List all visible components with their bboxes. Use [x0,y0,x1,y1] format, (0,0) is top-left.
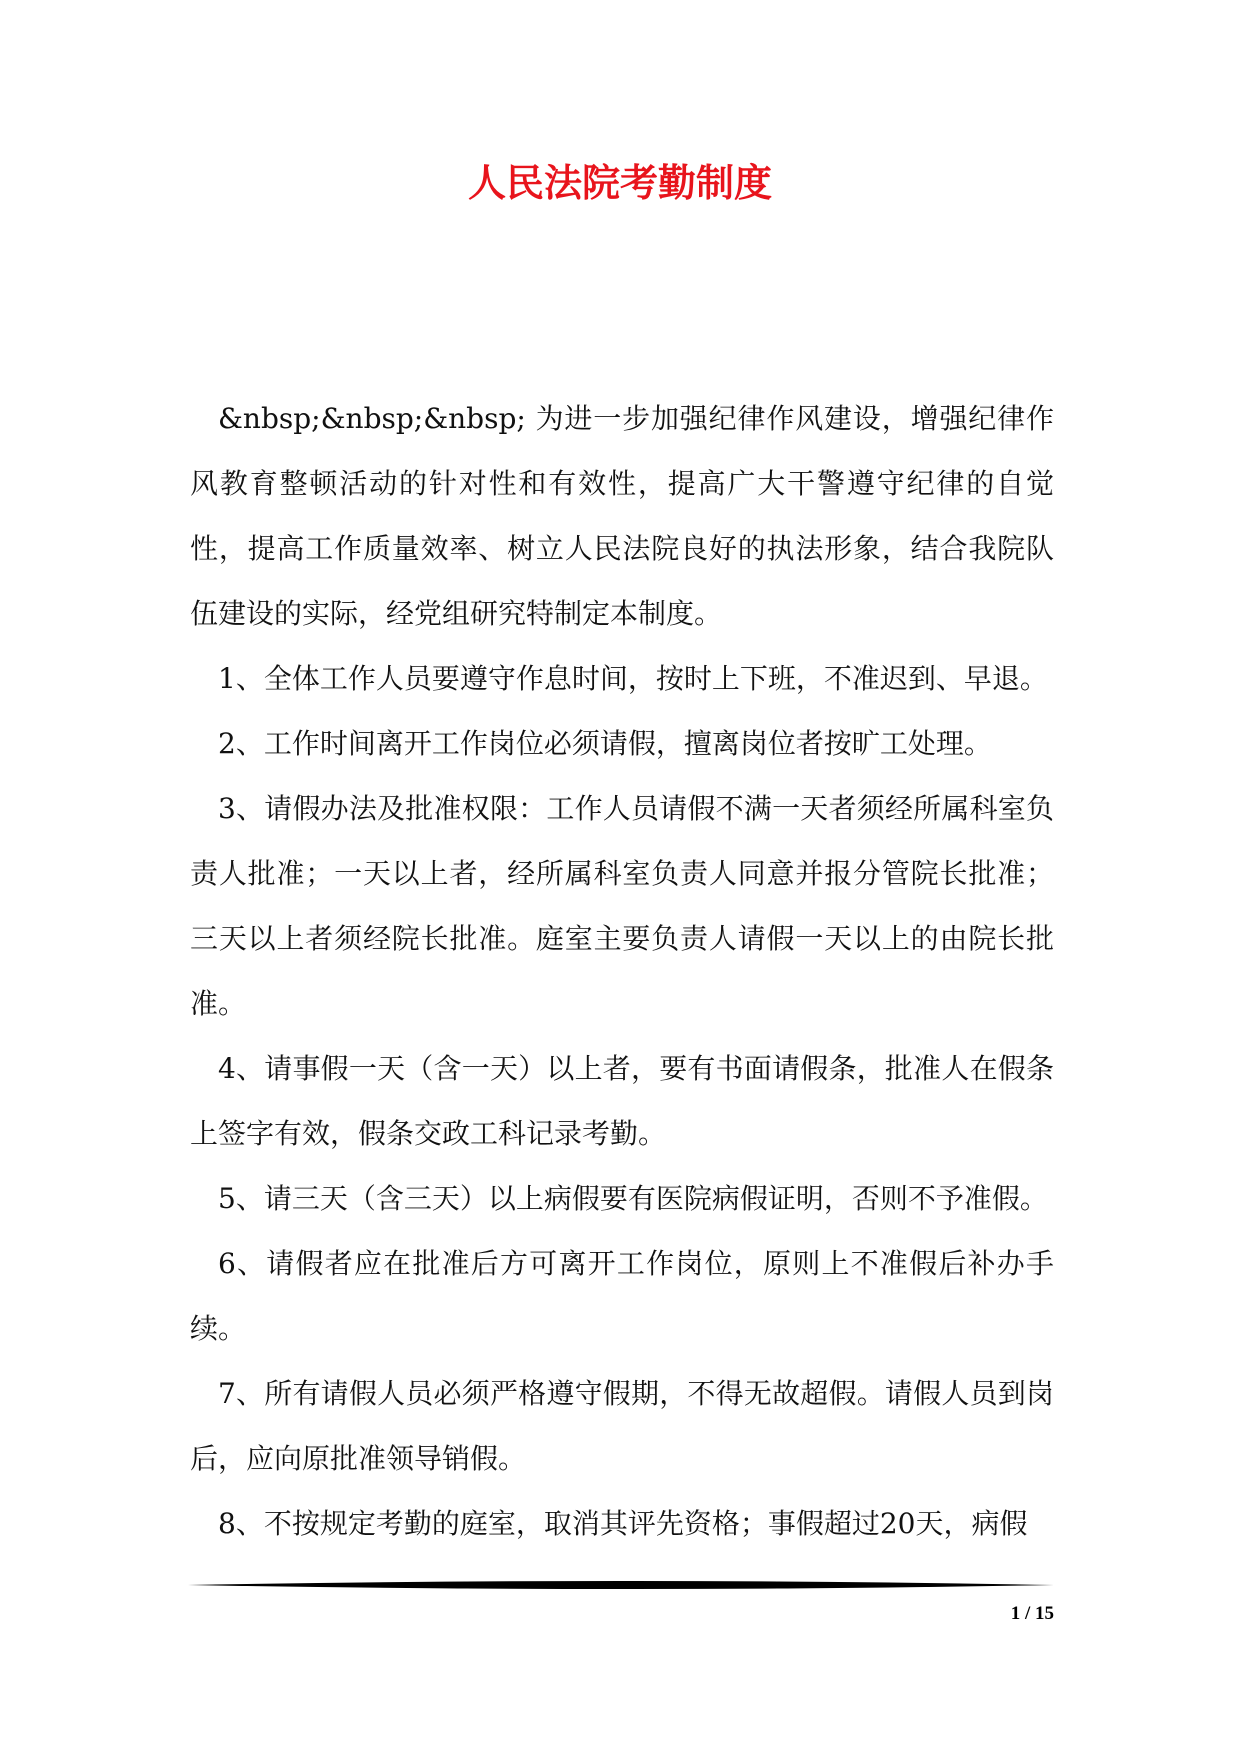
intro-paragraph: &nbsp;&nbsp;&nbsp; 为进一步加强纪律作风建设，增强纪律作风教育整顿活动的针对性和有效性，提高广大干警遵守纪律的自觉性，提高工作质量效率、树立人民法院良好的执法形象，结合我院队伍建设的实际，经党组研究特制定本制度。 [190,402,1054,630]
rule-paragraph-1: 1、全体工作人员要遵守作息时间，按时上下班，不准迟到、早退。 [218,662,1048,695]
page-number: 1 / 15 [1010,1603,1054,1624]
document-body [190,386,1054,1556]
rule-paragraph-3: 3、请假办法及批准权限：工作人员请假不满一天者须经所属科室负责人批准；一天以上者，经所属科室负责人同意并报分管院长批准；三天以上者须经院长批准。庭室主要负责人请假一天以上的由院长批准。 [190,792,1054,1020]
footer-divider [188,1578,1054,1592]
document-title: 人民法院考勤制度 [467,160,772,205]
rule-paragraph-4: 4、请事假一天（含一天）以上者，要有书面请假条，批准人在假条上签字有效，假条交政工科记录考勤。 [190,1052,1054,1150]
rule-paragraph-6: 6、请假者应在批准后方可离开工作岗位，原则上不准假后补办手续。 [190,1247,1054,1345]
rule-paragraph-2: 2、工作时间离开工作岗位必须请假，擅离岗位者按旷工处理。 [218,727,992,760]
rule-paragraph-8: 8、不按规定考勤的庭室，取消其评先资格；事假超过20天，病假 [218,1507,1028,1540]
rule-paragraph-5: 5、请三天（含三天）以上病假要有医院病假证明，否则不予准假。 [218,1182,1048,1215]
rule-paragraph-7: 7、所有请假人员必须严格遵守假期，不得无故超假。请假人员到岗后，应向原批准领导销假。 [190,1377,1054,1475]
